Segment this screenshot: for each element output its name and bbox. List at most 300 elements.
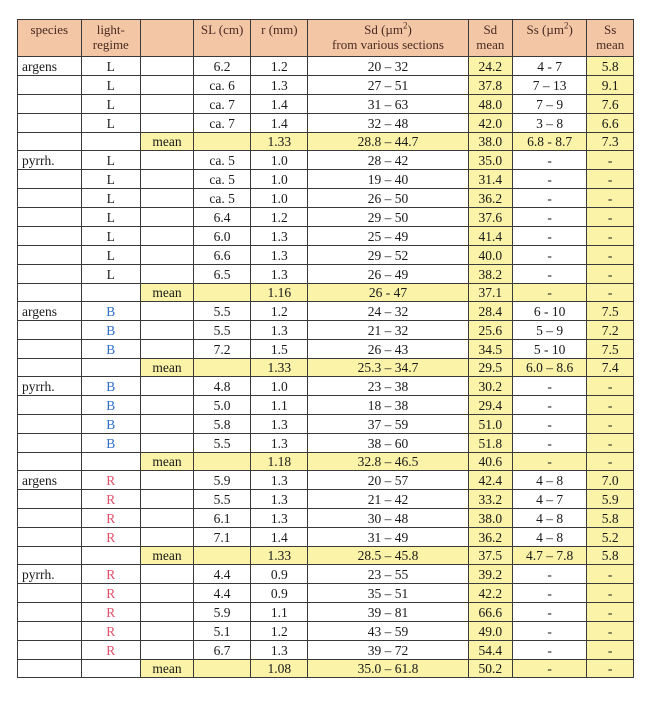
sd-range-cell: 19 – 40 (308, 170, 468, 189)
sl-cell (193, 660, 250, 678)
sd-range-cell: 26 – 43 (308, 340, 468, 359)
ss-range-cell: - (513, 584, 587, 603)
light-regime-cell: B (81, 340, 140, 359)
sd-range-cell: 24 – 32 (308, 302, 468, 321)
ss-range-cell: 7 – 9 (513, 95, 587, 114)
mean-row (18, 359, 634, 377)
mean-label: mean (140, 133, 193, 151)
species-cell (18, 622, 82, 641)
empty-cell (140, 490, 193, 509)
species-cell: pyrrh. (18, 565, 82, 584)
light-regime-cell (81, 359, 140, 377)
ss-range-cell: - (513, 189, 587, 208)
ss-mean-cell: - (587, 227, 634, 246)
table-row (18, 415, 634, 434)
empty-cell (140, 434, 193, 453)
empty-cell (140, 95, 193, 114)
r-cell: 1.3 (251, 641, 308, 660)
r-cell: 1.0 (251, 189, 308, 208)
table-row (18, 434, 634, 453)
sd-mean-cell: 42.4 (468, 471, 513, 490)
ss-mean-cell: - (587, 265, 634, 284)
ss-range-cell: 4 – 7 (513, 490, 587, 509)
sl-cell: 6.4 (193, 208, 250, 227)
r-cell: 1.0 (251, 151, 308, 170)
header-light-regime: light- regime (81, 20, 140, 57)
mean-label: mean (140, 284, 193, 302)
r-cell: 1.4 (251, 528, 308, 547)
table-row (18, 302, 634, 321)
r-cell: 1.3 (251, 471, 308, 490)
empty-cell (140, 76, 193, 95)
sl-cell: 4.4 (193, 584, 250, 603)
mean-label: mean (140, 359, 193, 377)
ss-range-cell: - (513, 246, 587, 265)
light-regime-cell: B (81, 434, 140, 453)
empty-cell (140, 246, 193, 265)
r-cell: 1.3 (251, 415, 308, 434)
ss-mean-cell: - (587, 377, 634, 396)
r-mean-cell: 1.08 (251, 660, 308, 678)
sl-cell: ca. 5 (193, 170, 250, 189)
sd-mean-cell: 37.5 (468, 547, 513, 565)
ss-range-cell: 6 - 10 (513, 302, 587, 321)
species-cell (18, 321, 82, 340)
ss-range-cell: - (513, 151, 587, 170)
light-regime-cell: L (81, 189, 140, 208)
table-row (18, 584, 634, 603)
sl-cell: 5.5 (193, 302, 250, 321)
header-ss-mean: Ss mean (587, 20, 634, 57)
ss-mean-cell: - (587, 641, 634, 660)
r-cell: 1.5 (251, 340, 308, 359)
ss-range-mean-cell: - (513, 453, 587, 471)
r-cell: 1.2 (251, 302, 308, 321)
sl-cell (193, 359, 250, 377)
r-cell: 1.1 (251, 396, 308, 415)
empty-cell (140, 377, 193, 396)
ss-range-cell: 4 – 8 (513, 528, 587, 547)
sd-range-cell: 29 – 50 (308, 208, 468, 227)
sd-range-cell: 32 – 48 (308, 114, 468, 133)
species-cell (18, 509, 82, 528)
light-regime-cell: L (81, 227, 140, 246)
r-cell: 0.9 (251, 584, 308, 603)
table-row (18, 622, 634, 641)
light-regime-cell (81, 133, 140, 151)
light-regime-cell: B (81, 396, 140, 415)
table-row (18, 246, 634, 265)
sd-range-mean-cell: 25.3 – 34.7 (308, 359, 468, 377)
sd-mean-cell: 29.5 (468, 359, 513, 377)
species-cell (18, 434, 82, 453)
sd-mean-cell: 48.0 (468, 95, 513, 114)
mean-label: mean (140, 547, 193, 565)
sd-range-mean-cell: 32.8 – 46.5 (308, 453, 468, 471)
ss-range-cell: 5 - 10 (513, 340, 587, 359)
ss-range-mean-cell: 4.7 – 7.8 (513, 547, 587, 565)
species-cell (18, 584, 82, 603)
sd-range-cell: 28 – 42 (308, 151, 468, 170)
species-cell: argens (18, 302, 82, 321)
species-cell (18, 170, 82, 189)
sd-range-cell: 39 – 72 (308, 641, 468, 660)
sd-mean-cell: 51.8 (468, 434, 513, 453)
sd-range-mean-cell: 28.5 – 45.8 (308, 547, 468, 565)
ss-mean-cell: - (587, 453, 634, 471)
sd-mean-cell: 37.8 (468, 76, 513, 95)
ss-mean-cell: - (587, 584, 634, 603)
table-row (18, 471, 634, 490)
species-cell (18, 603, 82, 622)
sd-mean-cell: 36.2 (468, 528, 513, 547)
mean-label: mean (140, 660, 193, 678)
ss-mean-cell: 5.8 (587, 547, 634, 565)
r-cell: 1.3 (251, 509, 308, 528)
ss-mean-cell: - (587, 660, 634, 678)
sl-cell: ca. 7 (193, 114, 250, 133)
ss-mean-cell: - (587, 189, 634, 208)
header-sd: Sd (µm$^2$) from various sections (308, 20, 468, 57)
sl-cell: 5.9 (193, 471, 250, 490)
sl-cell: 7.1 (193, 528, 250, 547)
sd-mean-cell: 36.2 (468, 189, 513, 208)
light-regime-cell: B (81, 302, 140, 321)
table-row (18, 396, 634, 415)
light-regime-cell: L (81, 246, 140, 265)
sl-cell: ca. 7 (193, 95, 250, 114)
light-regime-cell: L (81, 151, 140, 170)
species-cell (18, 114, 82, 133)
species-cell (18, 246, 82, 265)
table-row (18, 340, 634, 359)
sl-cell: 4.8 (193, 377, 250, 396)
sd-mean-cell: 50.2 (468, 660, 513, 678)
ss-range-mean-cell: 6.0 – 8.6 (513, 359, 587, 377)
mean-row (18, 453, 634, 471)
light-regime-cell: R (81, 528, 140, 547)
light-regime-cell: L (81, 114, 140, 133)
r-cell: 0.9 (251, 565, 308, 584)
light-regime-cell: R (81, 490, 140, 509)
table-row (18, 509, 634, 528)
species-cell (18, 660, 82, 678)
sd-mean-cell: 37.6 (468, 208, 513, 227)
table-row (18, 641, 634, 660)
sd-range-cell: 25 – 49 (308, 227, 468, 246)
sl-cell: 5.1 (193, 622, 250, 641)
table-header (18, 20, 634, 57)
header-ss: Ss (µm$^2$) (513, 20, 587, 57)
sl-cell: 5.5 (193, 434, 250, 453)
sd-range-cell: 29 – 52 (308, 246, 468, 265)
r-cell: 1.3 (251, 434, 308, 453)
data-table (17, 19, 634, 678)
empty-cell (140, 471, 193, 490)
ss-range-cell: - (513, 603, 587, 622)
sd-range-cell: 37 – 59 (308, 415, 468, 434)
empty-cell (140, 321, 193, 340)
ss-mean-cell: - (587, 208, 634, 227)
ss-range-cell: - (513, 377, 587, 396)
header-row (18, 20, 634, 57)
r-mean-cell: 1.33 (251, 547, 308, 565)
sd-range-cell: 23 – 55 (308, 565, 468, 584)
table-row (18, 490, 634, 509)
light-regime-cell: R (81, 471, 140, 490)
table-row (18, 76, 634, 95)
ss-range-cell: - (513, 641, 587, 660)
sl-cell (193, 133, 250, 151)
sd-range-cell: 21 – 42 (308, 490, 468, 509)
ss-mean-cell: 7.4 (587, 359, 634, 377)
sd-range-cell: 20 – 57 (308, 471, 468, 490)
r-cell: 1.2 (251, 57, 308, 76)
empty-cell (140, 415, 193, 434)
r-mean-cell: 1.33 (251, 359, 308, 377)
sl-cell: 6.6 (193, 246, 250, 265)
ss-mean-cell: - (587, 396, 634, 415)
table-row (18, 603, 634, 622)
table-row (18, 377, 634, 396)
light-regime-cell: R (81, 622, 140, 641)
species-cell (18, 95, 82, 114)
sd-range-cell: 26 – 50 (308, 189, 468, 208)
r-cell: 1.2 (251, 622, 308, 641)
sd-mean-cell: 42.2 (468, 584, 513, 603)
empty-cell (140, 208, 193, 227)
sl-cell: 5.5 (193, 321, 250, 340)
light-regime-cell: R (81, 603, 140, 622)
empty-cell (140, 151, 193, 170)
ss-mean-cell: 7.5 (587, 340, 634, 359)
mean-row (18, 284, 634, 302)
sl-cell (193, 547, 250, 565)
table-row (18, 265, 634, 284)
table-row (18, 227, 634, 246)
ss-mean-cell: - (587, 565, 634, 584)
sl-cell: 5.8 (193, 415, 250, 434)
ss-range-cell: - (513, 170, 587, 189)
header-species: species (18, 20, 82, 57)
species-cell: argens (18, 471, 82, 490)
ss-range-cell: 4 – 8 (513, 509, 587, 528)
empty-cell (140, 170, 193, 189)
species-cell (18, 189, 82, 208)
sd-mean-cell: 35.0 (468, 151, 513, 170)
species-cell: pyrrh. (18, 151, 82, 170)
sd-mean-cell: 24.2 (468, 57, 513, 76)
sd-range-mean-cell: 26 - 47 (308, 284, 468, 302)
sd-range-cell: 31 – 49 (308, 528, 468, 547)
ss-range-cell: - (513, 622, 587, 641)
sl-cell: 5.0 (193, 396, 250, 415)
header-sl: SL (cm) (193, 20, 250, 57)
light-regime-cell: L (81, 57, 140, 76)
mean-row (18, 660, 634, 678)
sd-range-cell: 23 – 38 (308, 377, 468, 396)
sd-mean-cell: 30.2 (468, 377, 513, 396)
light-regime-cell: R (81, 509, 140, 528)
species-cell (18, 76, 82, 95)
ss-mean-cell: - (587, 284, 634, 302)
r-cell: 1.2 (251, 208, 308, 227)
species-cell (18, 284, 82, 302)
sd-mean-cell: 42.0 (468, 114, 513, 133)
light-regime-cell (81, 284, 140, 302)
light-regime-cell: R (81, 565, 140, 584)
empty-cell (140, 528, 193, 547)
light-regime-cell (81, 660, 140, 678)
table-row (18, 114, 634, 133)
sl-cell: 4.4 (193, 565, 250, 584)
sl-cell: 6.2 (193, 57, 250, 76)
sd-mean-cell: 38.2 (468, 265, 513, 284)
ss-range-cell: 4 – 8 (513, 471, 587, 490)
table-body (18, 57, 634, 678)
r-mean-cell: 1.18 (251, 453, 308, 471)
sl-cell: 5.5 (193, 490, 250, 509)
sd-mean-cell: 41.4 (468, 227, 513, 246)
r-cell: 1.1 (251, 603, 308, 622)
sl-cell: 6.7 (193, 641, 250, 660)
sd-mean-cell: 31.4 (468, 170, 513, 189)
r-cell: 1.0 (251, 377, 308, 396)
species-cell: argens (18, 57, 82, 76)
r-mean-cell: 1.33 (251, 133, 308, 151)
species-cell (18, 133, 82, 151)
sd-mean-cell: 33.2 (468, 490, 513, 509)
sl-cell (193, 453, 250, 471)
empty-cell (140, 227, 193, 246)
empty-cell (140, 57, 193, 76)
species-cell (18, 227, 82, 246)
light-regime-cell: R (81, 641, 140, 660)
table-row (18, 528, 634, 547)
ss-range-cell: 3 – 8 (513, 114, 587, 133)
light-regime-cell: L (81, 95, 140, 114)
species-cell: pyrrh. (18, 377, 82, 396)
species-cell (18, 547, 82, 565)
table-row (18, 170, 634, 189)
ss-mean-cell: 7.2 (587, 321, 634, 340)
table-row (18, 151, 634, 170)
r-cell: 1.3 (251, 246, 308, 265)
mean-label: mean (140, 453, 193, 471)
ss-mean-cell: 5.9 (587, 490, 634, 509)
sd-range-cell: 43 – 59 (308, 622, 468, 641)
sl-cell: 6.0 (193, 227, 250, 246)
ss-range-cell: - (513, 227, 587, 246)
ss-range-cell: - (513, 265, 587, 284)
light-regime-cell: L (81, 76, 140, 95)
r-cell: 1.3 (251, 321, 308, 340)
ss-range-mean-cell: - (513, 284, 587, 302)
light-regime-cell: B (81, 377, 140, 396)
ss-range-cell: 7 – 13 (513, 76, 587, 95)
ss-mean-cell: 7.6 (587, 95, 634, 114)
table-row (18, 57, 634, 76)
sd-mean-cell: 28.4 (468, 302, 513, 321)
sd-mean-cell: 39.2 (468, 565, 513, 584)
sd-mean-cell: 49.0 (468, 622, 513, 641)
ss-range-cell: - (513, 208, 587, 227)
ss-range-cell: - (513, 415, 587, 434)
table-row (18, 321, 634, 340)
ss-mean-cell: 9.1 (587, 76, 634, 95)
sl-cell: 5.9 (193, 603, 250, 622)
species-cell (18, 396, 82, 415)
header-sd-mean: Sd mean (468, 20, 513, 57)
r-mean-cell: 1.16 (251, 284, 308, 302)
r-cell: 1.4 (251, 95, 308, 114)
sd-mean-cell: 34.5 (468, 340, 513, 359)
ss-mean-cell: 5.2 (587, 528, 634, 547)
r-cell: 1.3 (251, 265, 308, 284)
sd-mean-cell: 40.0 (468, 246, 513, 265)
sd-mean-cell: 25.6 (468, 321, 513, 340)
mean-row (18, 547, 634, 565)
light-regime-cell (81, 453, 140, 471)
r-cell: 1.4 (251, 114, 308, 133)
sd-range-cell: 31 – 63 (308, 95, 468, 114)
species-cell (18, 359, 82, 377)
header-blank (140, 20, 193, 57)
ss-mean-cell: - (587, 434, 634, 453)
sd-mean-cell: 54.4 (468, 641, 513, 660)
sd-range-cell: 26 – 49 (308, 265, 468, 284)
ss-mean-cell: 7.0 (587, 471, 634, 490)
sd-range-cell: 21 – 32 (308, 321, 468, 340)
empty-cell (140, 340, 193, 359)
ss-mean-cell: 5.8 (587, 57, 634, 76)
ss-mean-cell: - (587, 151, 634, 170)
sd-range-cell: 30 – 48 (308, 509, 468, 528)
light-regime-cell: B (81, 321, 140, 340)
ss-range-cell: 5 – 9 (513, 321, 587, 340)
ss-range-mean-cell: 6.8 - 8.7 (513, 133, 587, 151)
table-row (18, 208, 634, 227)
ss-mean-cell: - (587, 622, 634, 641)
sd-range-mean-cell: 35.0 – 61.8 (308, 660, 468, 678)
empty-cell (140, 189, 193, 208)
r-cell: 1.3 (251, 227, 308, 246)
empty-cell (140, 265, 193, 284)
sd-range-mean-cell: 28.8 – 44.7 (308, 133, 468, 151)
table-row (18, 189, 634, 208)
empty-cell (140, 584, 193, 603)
sd-range-cell: 39 – 81 (308, 603, 468, 622)
empty-cell (140, 603, 193, 622)
sd-range-cell: 27 – 51 (308, 76, 468, 95)
species-cell (18, 340, 82, 359)
sd-mean-cell: 51.0 (468, 415, 513, 434)
ss-mean-cell: - (587, 603, 634, 622)
ss-mean-cell: - (587, 170, 634, 189)
ss-mean-cell: - (587, 415, 634, 434)
sd-mean-cell: 40.6 (468, 453, 513, 471)
table-row (18, 95, 634, 114)
sl-cell: ca. 5 (193, 151, 250, 170)
sd-range-cell: 20 – 32 (308, 57, 468, 76)
empty-cell (140, 565, 193, 584)
species-cell (18, 208, 82, 227)
sl-cell: 7.2 (193, 340, 250, 359)
ss-range-cell: 4 - 7 (513, 57, 587, 76)
ss-range-cell: - (513, 396, 587, 415)
sd-mean-cell: 38.0 (468, 133, 513, 151)
sd-mean-cell: 37.1 (468, 284, 513, 302)
